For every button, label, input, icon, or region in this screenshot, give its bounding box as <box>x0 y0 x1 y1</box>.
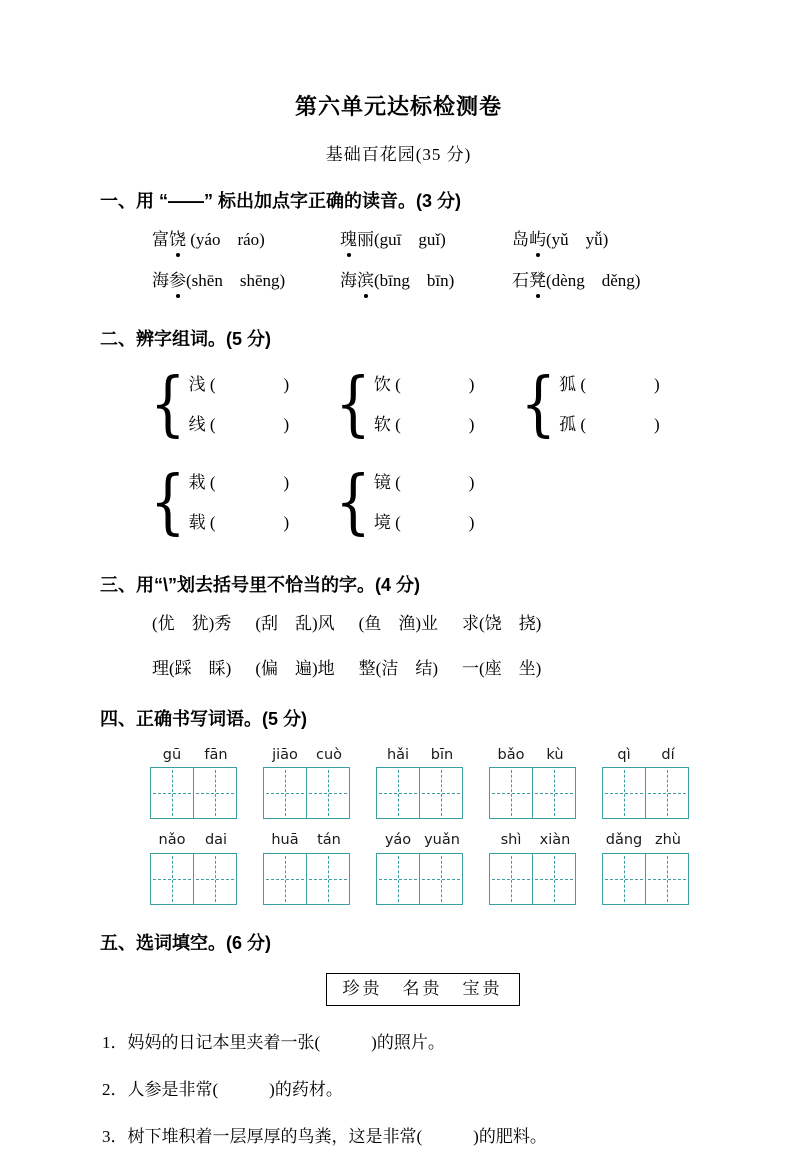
pair-top-line <box>189 463 290 503</box>
writing-cell <box>489 767 533 819</box>
pair-bottom-line <box>189 503 290 543</box>
section2-row2 <box>150 463 697 543</box>
pair-bottom-line <box>374 405 475 445</box>
pinyin-options: (guī guǐ) <box>374 229 446 249</box>
pinyin-label: qì dí <box>617 746 675 763</box>
section5-heading: 五、选词填空。(6 分) <box>100 932 271 953</box>
pair-top-line <box>374 463 475 503</box>
pinyin-choice-item <box>340 229 512 252</box>
word-writing-block <box>376 831 464 905</box>
writing-cell <box>306 767 350 819</box>
fill-in-sentence: 2．人参是非常( )的药材。 <box>102 1079 343 1099</box>
word-writing-block <box>263 746 351 820</box>
answer-blank: ( ) <box>390 375 475 395</box>
section3-row2 <box>152 658 697 681</box>
cross-out-item: 整(洁 结) <box>358 659 438 679</box>
page-subtitle: 基础百花园(35 分) <box>325 144 472 164</box>
pair-char: 镜 <box>373 473 391 493</box>
pair-top-line <box>189 365 290 405</box>
writing-cell <box>602 853 646 905</box>
writing-cell <box>263 853 307 905</box>
left-brace: { <box>520 363 557 446</box>
writing-cell <box>419 767 463 819</box>
pair-bottom-line <box>189 405 290 445</box>
writing-grid <box>263 853 351 905</box>
emphasis-dot-char: 参 <box>169 270 186 293</box>
section3-row1 <box>152 613 697 636</box>
answer-blank: ( ) <box>576 375 660 395</box>
pair-top-line <box>374 365 475 405</box>
word-prefix: 海 <box>340 270 357 290</box>
pinyin-choice-item <box>152 270 340 293</box>
pair-bottom-line <box>374 503 475 543</box>
emphasis-dot-char: 屿 <box>529 229 546 252</box>
writing-cell <box>193 853 237 905</box>
word-writing-block <box>602 746 690 820</box>
left-brace: { <box>150 363 186 446</box>
pinyin-label: shì xiàn <box>500 832 571 849</box>
char-pair-group <box>335 365 474 445</box>
cross-out-item: (优 犹)秀 <box>152 614 232 634</box>
pinyin-label: yáo yuǎn <box>384 832 460 849</box>
char-pair-group <box>150 365 289 445</box>
word-writing-block <box>489 831 577 905</box>
pair-char: 境 <box>373 513 391 533</box>
writing-cell <box>376 767 420 819</box>
word-prefix: 富 <box>152 229 169 249</box>
char-pair-group <box>520 365 659 445</box>
section4-row2 <box>150 831 697 905</box>
page-title: 第六单元达标检测卷 <box>294 94 502 119</box>
cross-out-item: (偏 遍)地 <box>255 659 335 679</box>
char-pair-group <box>335 463 474 543</box>
pinyin-label: gū fān <box>162 746 228 763</box>
writing-grid <box>150 767 238 819</box>
section2-heading: 二、辨字组词。(5 分) <box>100 328 271 349</box>
fill-in-sentence: 3．树下堆积着一层厚厚的鸟粪，这是非常( )的肥料。 <box>102 1126 547 1146</box>
word-writing-block <box>263 831 351 905</box>
writing-cell <box>150 853 194 905</box>
pinyin-options: (bīng bīn) <box>374 270 455 290</box>
cross-out-item: 一(座 坐) <box>461 659 542 679</box>
pair-char: 软 <box>373 415 391 435</box>
pinyin-options: (shēn shēng) <box>186 270 286 290</box>
pinyin-label: dǎng zhù <box>605 832 681 849</box>
pair-char: 栽 <box>188 473 206 493</box>
char-pair-group <box>150 463 289 543</box>
pinyin-choice-item <box>512 229 697 252</box>
section4-heading: 四、正确书写词语。(5 分) <box>100 709 307 730</box>
pinyin-choice-item <box>512 270 697 293</box>
answer-blank: ( ) <box>205 375 290 395</box>
section1-heading: 一、用 “——” 标出加点字正确的读音。(3 分) <box>100 190 462 211</box>
pinyin-choice-item <box>340 270 512 293</box>
word-suffix: 丽 <box>357 229 374 249</box>
writing-grid <box>602 853 690 905</box>
word-prefix: 石 <box>512 270 529 290</box>
word-writing-block <box>150 746 238 820</box>
writing-cell <box>376 853 420 905</box>
word-writing-block <box>376 746 464 820</box>
answer-blank: ( ) <box>205 473 290 493</box>
answer-blank: ( ) <box>390 513 475 533</box>
section2-row1 <box>150 365 697 445</box>
word-bank-wrapper <box>100 973 697 1006</box>
word-prefix: 海 <box>152 270 169 290</box>
emphasis-dot-char: 饶 <box>169 229 186 252</box>
writing-grid <box>489 767 577 819</box>
writing-grid <box>489 853 577 905</box>
writing-grid <box>263 767 351 819</box>
writing-cell <box>489 853 533 905</box>
emphasis-dot-char: 滨 <box>357 270 374 293</box>
pair-char: 载 <box>188 513 206 533</box>
emphasis-dot-char: 瑰 <box>340 229 357 252</box>
word-writing-block <box>602 831 690 905</box>
writing-grid <box>150 853 238 905</box>
section3-heading: 三、用“\”划去括号里不恰当的字。(4 分) <box>100 575 420 596</box>
writing-cell <box>645 767 689 819</box>
pair-char: 孤 <box>559 415 577 435</box>
pair-char: 狐 <box>559 375 577 395</box>
writing-cell <box>645 853 689 905</box>
writing-cell <box>193 767 237 819</box>
pinyin-options: (dèng děng) <box>546 270 641 290</box>
pinyin-label: bǎo kù <box>497 746 564 763</box>
answer-blank: ( ) <box>576 415 660 435</box>
pair-top-line <box>559 365 660 405</box>
pinyin-options: (yǔ yǚ) <box>546 229 609 249</box>
section4-row1 <box>150 746 697 820</box>
word-writing-block <box>150 831 238 905</box>
answer-blank: ( ) <box>205 513 290 533</box>
pair-bottom-line <box>559 405 660 445</box>
left-brace: { <box>150 461 186 544</box>
pair-char: 饮 <box>373 375 391 395</box>
answer-blank: ( ) <box>205 415 290 435</box>
writing-cell <box>532 767 576 819</box>
writing-grid <box>602 767 690 819</box>
pinyin-label: hǎi bīn <box>386 746 454 763</box>
emphasis-dot-char: 凳 <box>529 270 546 293</box>
answer-blank: ( ) <box>390 415 475 435</box>
section1-items <box>152 229 697 293</box>
pinyin-label: nǎo dai <box>158 832 228 849</box>
word-prefix: 岛 <box>512 229 529 249</box>
cross-out-item: (刮 乱)风 <box>255 614 335 634</box>
answer-blank: ( ) <box>390 473 475 493</box>
writing-grid <box>376 853 464 905</box>
word-bank-box: 珍贵 名贵 宝贵 <box>326 973 520 1006</box>
cross-out-item: 求(饶 挠) <box>461 614 542 634</box>
writing-cell <box>306 853 350 905</box>
cross-out-item: (鱼 渔)业 <box>358 614 438 634</box>
writing-cell <box>263 767 307 819</box>
fill-in-sentence: 1．妈妈的日记本里夹着一张( )的照片。 <box>102 1032 445 1052</box>
pinyin-options: (yáo ráo) <box>186 229 265 249</box>
writing-cell <box>419 853 463 905</box>
writing-cell <box>602 767 646 819</box>
pinyin-choice-item <box>152 229 340 252</box>
pair-char: 线 <box>188 415 206 435</box>
left-brace: { <box>335 461 371 544</box>
pinyin-label: huā tán <box>271 832 341 849</box>
left-brace: { <box>335 363 371 446</box>
pair-char: 浅 <box>188 375 206 395</box>
writing-grid <box>376 767 464 819</box>
writing-cell <box>532 853 576 905</box>
cross-out-item: 理(踩 睬) <box>152 659 232 679</box>
pinyin-label: jiāo cuò <box>272 746 343 763</box>
word-writing-block <box>489 746 577 820</box>
writing-cell <box>150 767 194 819</box>
